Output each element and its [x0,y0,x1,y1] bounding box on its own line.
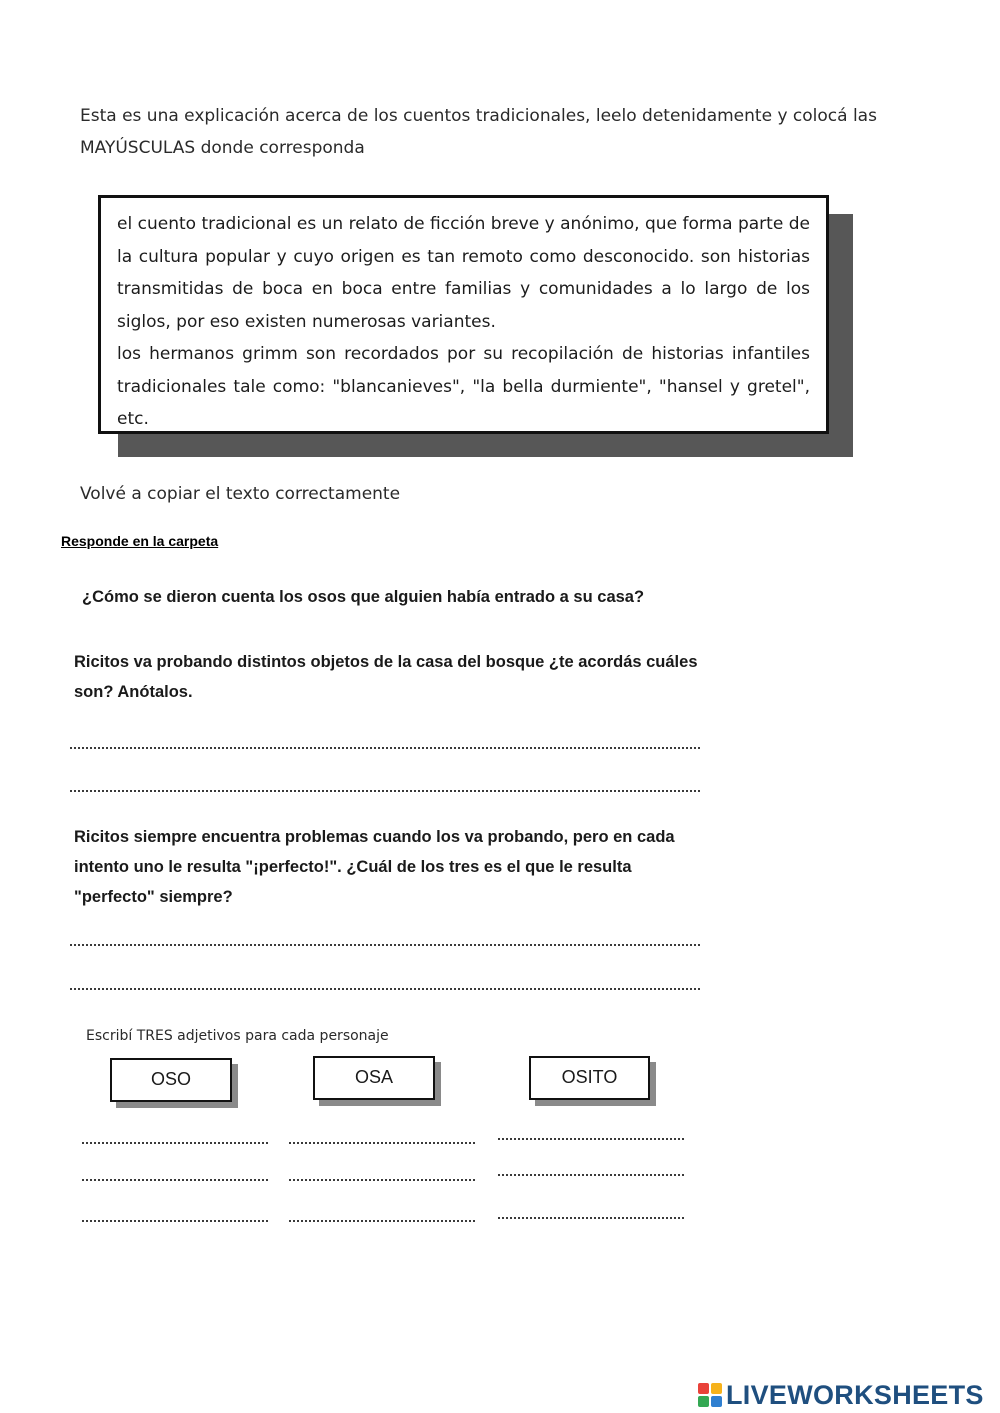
character-box-oso: OSO [110,1058,232,1102]
story-paragraph-1: el cuento tradicional es un relato de ficción breve y anónimo, que forma parte de la cultura popular y cuyo origen es tan remoto como desconocido. son historias transmitidas de boca en boca entre familias y comunidades a lo largo de los siglos, por eso existen numerosas variantes. [117,214,810,332]
adjective-line-osito-2[interactable] [498,1174,684,1176]
question-3: Ricitos siempre encuentra problemas cuando los va probando, pero en cada intento uno le resulta "¡perfecto!". ¿Cuál de los tres es el que le resulta "perfecto" siempre? [74,828,675,906]
liveworksheets-logo-text: LIVEWORKSHEETS [726,1380,984,1410]
intro-instruction: Esta es una explicación acerca de los cuentos tradicionales, leelo detenidamente y colocá las MAYÚSCULAS donde corresponda [80,106,877,158]
character-box-osa: OSA [313,1056,435,1100]
answer-line-q2-2[interactable] [70,790,700,792]
logo-square-2 [711,1383,722,1394]
liveworksheets-logo [698,1378,984,1412]
adjective-line-oso-3[interactable] [82,1220,268,1222]
adjective-line-osito-3[interactable] [498,1217,684,1219]
adjective-line-osa-1[interactable] [289,1142,475,1144]
logo-square-3 [698,1396,709,1407]
question-2: Ricitos va probando distintos objetos de la casa del bosque ¿te acordás cuáles son? Anótalos. [74,653,698,701]
answer-line-q3-1[interactable] [70,944,700,946]
question-1: ¿Cómo se dieron cuenta los osos que alguien había entrado a su casa? [82,588,645,606]
adjective-line-osito-1[interactable] [498,1138,684,1140]
story-paragraph-2: los hermanos grimm son recordados por su recopilación de historias infantiles tradicionales tale como: "blancanieves", "la bella durmiente", "hansel y gretel", etc. [117,344,810,429]
copy-instruction: Volvé a copiar el texto correctamente [80,484,401,504]
answer-line-q2-1[interactable] [70,747,700,749]
logo-square-1 [698,1383,709,1394]
adjective-line-osa-3[interactable] [289,1220,475,1222]
logo-square-4 [711,1396,722,1407]
answer-line-q3-2[interactable] [70,988,700,990]
adjective-line-oso-1[interactable] [82,1142,268,1144]
adjectives-instruction: Escribí TRES adjetivos para cada personaje [86,1028,389,1044]
adjective-line-osa-2[interactable] [289,1179,475,1181]
adjective-line-oso-2[interactable] [82,1179,268,1181]
story-text-box [98,195,829,434]
liveworksheets-logo-icon [698,1383,722,1407]
character-box-osito: OSITO [529,1056,650,1100]
section-title: Responde en la carpeta [61,533,219,549]
